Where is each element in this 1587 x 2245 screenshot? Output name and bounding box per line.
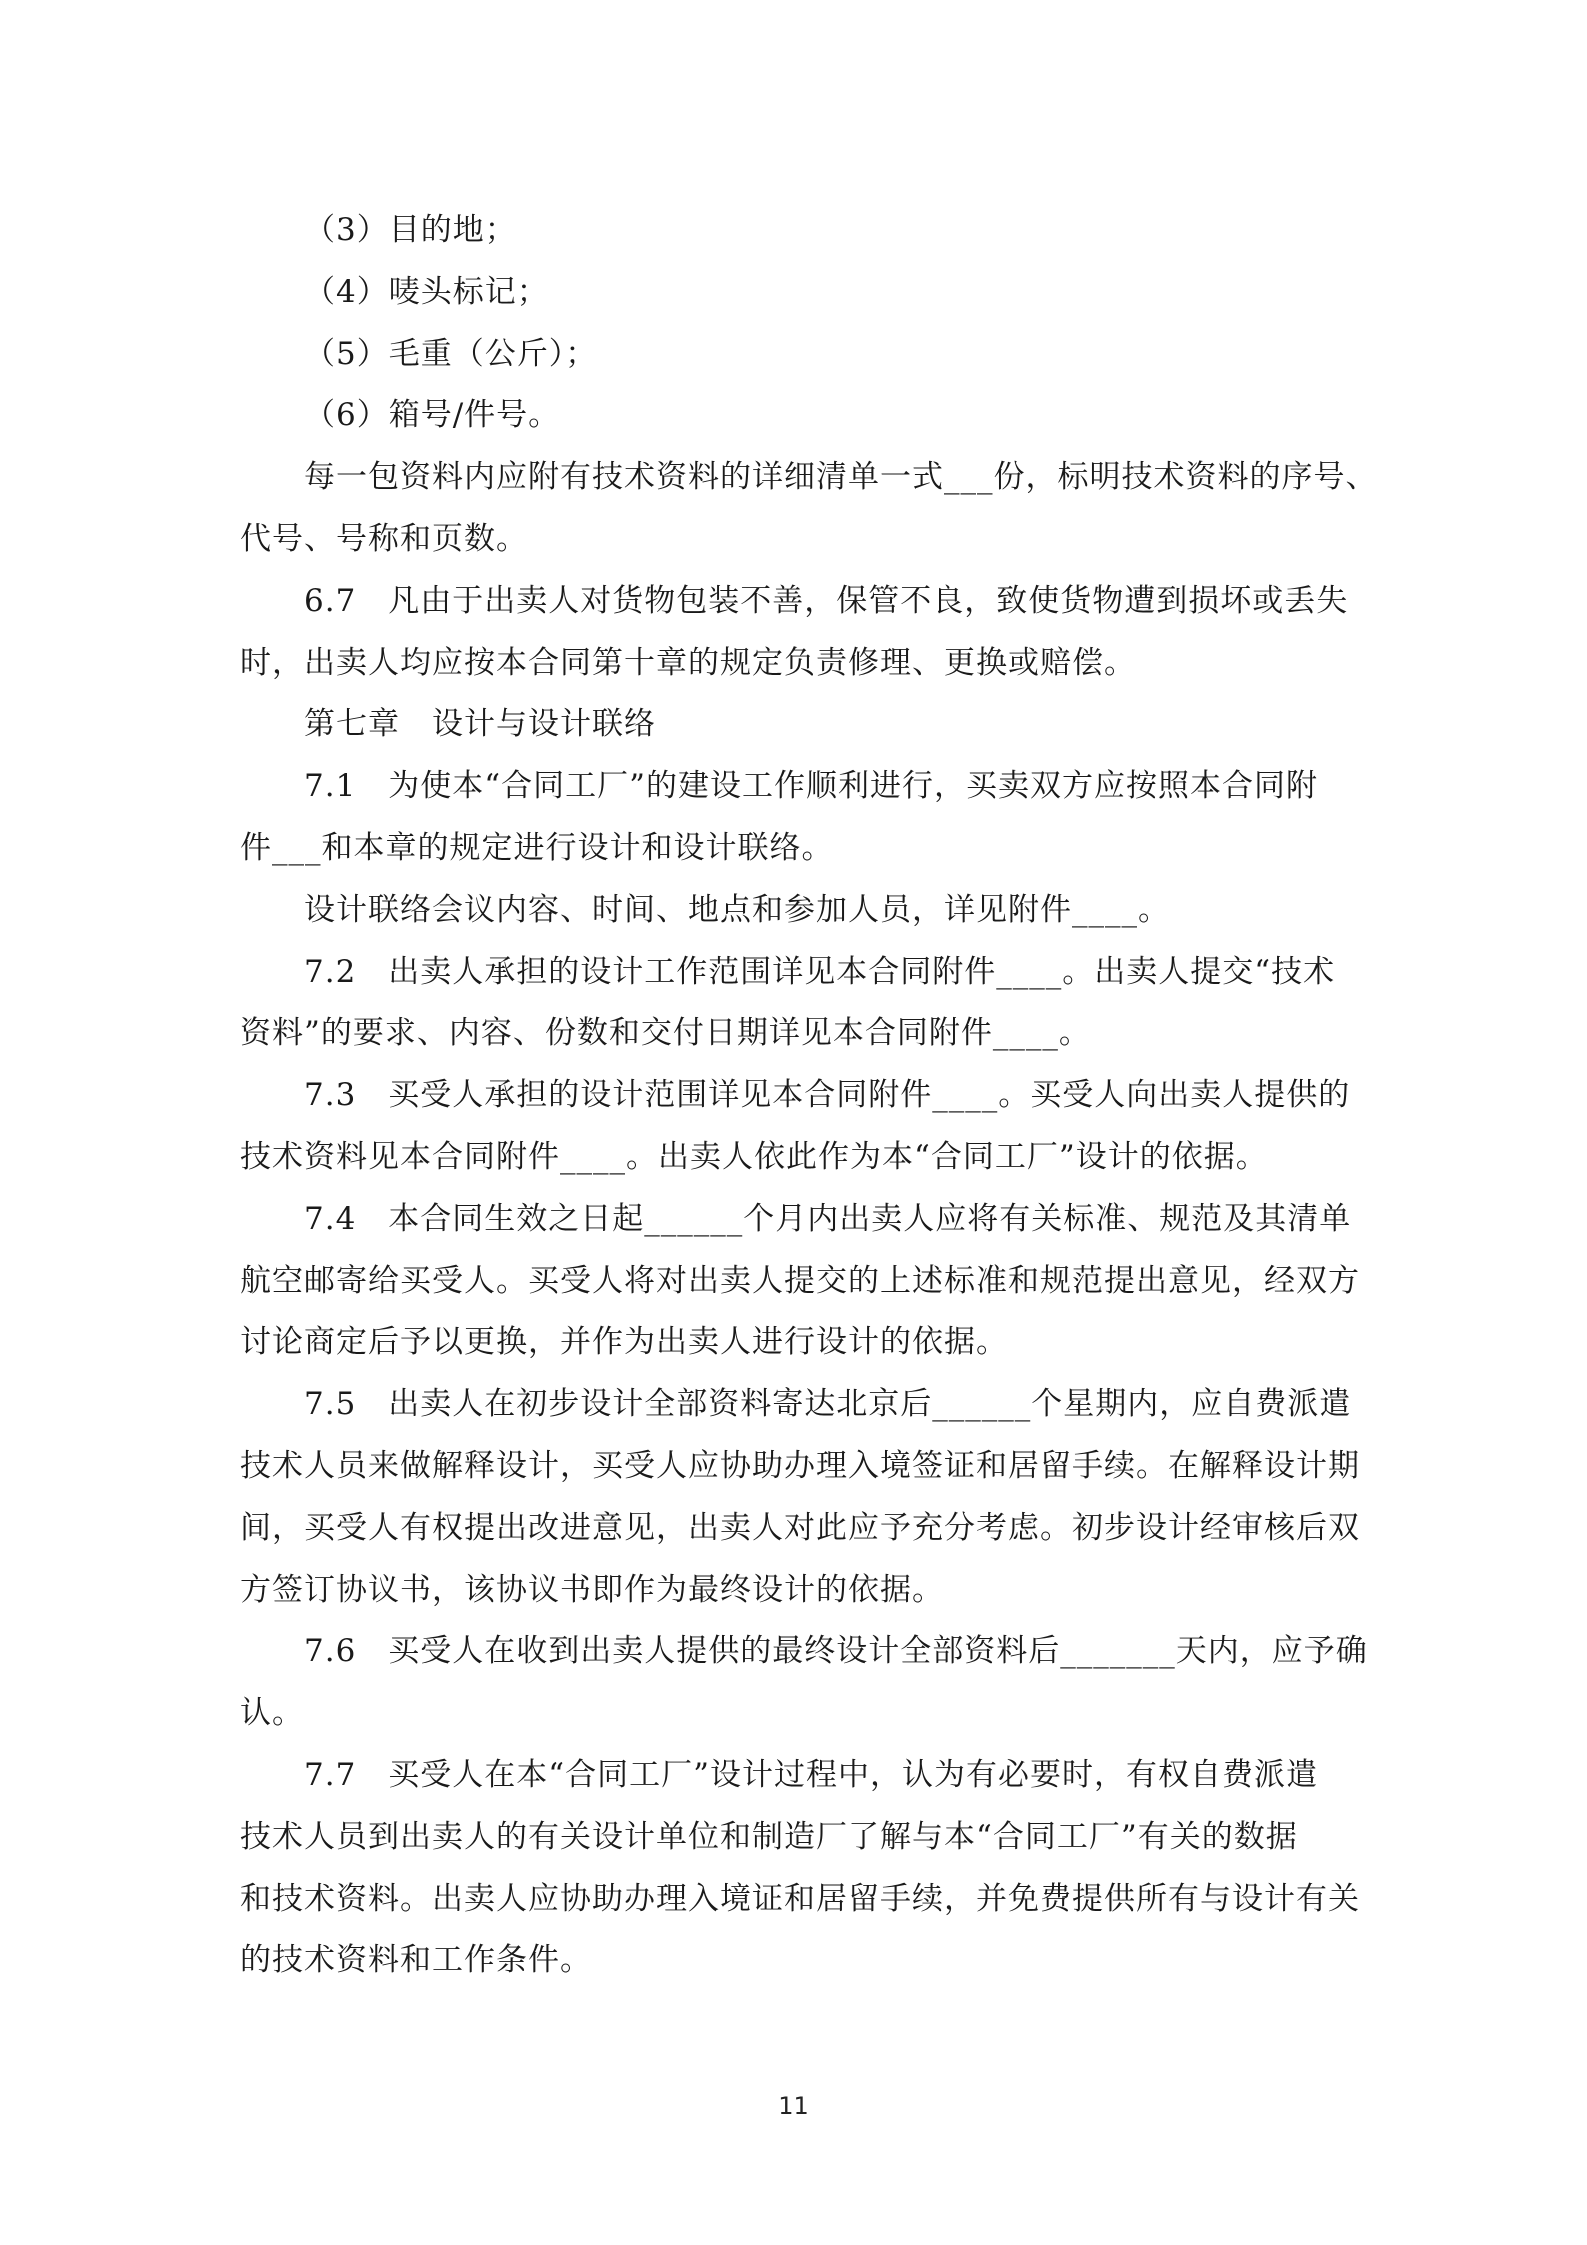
text-line: 7.4 本合同生效之日起______个月内出卖人应将有关标准、规范及其清单 — [304, 1200, 1352, 1237]
text-line: 7.2 出卖人承担的设计工作范围详见本合同附件____。出卖人提交“技术 — [304, 953, 1336, 990]
text-line: 讨论商定后予以更换，并作为出卖人进行设计的依据。 — [240, 1324, 1008, 1361]
text-line: 方签订协议书，该协议书即作为最终设计的依据。 — [240, 1571, 944, 1608]
text-line: 6.7 凡由于出卖人对货物包装不善，保管不良，致使货物遭到损坏或丢失 — [304, 582, 1349, 619]
text-line: 7.6 买受人在收到出卖人提供的最终设计全部资料后_______天内，应予确 — [304, 1633, 1368, 1670]
text-line: 技术人员到出卖人的有关设计单位和制造厂了解与本“合同工厂”有关的数据 — [240, 1818, 1298, 1855]
text-line: 和技术资料。出卖人应协助办理入境证和居留手续，并免费提供所有与设计有关 — [240, 1880, 1360, 1917]
document-body — [240, 200, 1378, 1992]
text-line: 7.7 买受人在本“合同工厂”设计过程中，认为有必要时，有权自费派遣 — [304, 1756, 1318, 1793]
text-line: 时，出卖人均应按本合同第十章的规定负责修理、更换或赔偿。 — [240, 644, 1136, 681]
text-line: 7.3 买受人承担的设计范围详见本合同附件____。买受人向出卖人提供的 — [304, 1077, 1351, 1114]
text-line: 设计联络会议内容、时间、地点和参加人员，详见附件____。 — [304, 891, 1170, 928]
text-line: 资料”的要求、内容、份数和交付日期详见本合同附件____。 — [240, 1015, 1091, 1052]
text-line: （6）箱号/件号。 — [304, 397, 561, 434]
text-line: 航空邮寄给买受人。买受人将对出卖人提交的上述标准和规范提出意见，经双方 — [240, 1262, 1360, 1299]
text-line: 技术资料见本合同附件____。出卖人依此作为本“合同工厂”设计的依据。 — [240, 1138, 1268, 1175]
page-number: 11 — [778, 2092, 809, 2120]
text-line: 认。 — [240, 1695, 304, 1732]
text-line: 第七章 设计与设计联络 — [304, 706, 656, 743]
text-line: 代号、号称和页数。 — [240, 520, 528, 557]
text-line: 的技术资料和工作条件。 — [240, 1942, 592, 1979]
text-line: 技术人员来做解释设计，买受人应协助办理入境签证和居留手续。在解释设计期 — [240, 1447, 1360, 1484]
text-line: 间，买受人有权提出改进意见，出卖人对此应予充分考虑。初步设计经审核后双 — [240, 1509, 1360, 1546]
text-line: 7.1 为使本“合同工厂”的建设工作顺利进行，买卖双方应按照本合同附 — [304, 768, 1318, 805]
text-line: 件___和本章的规定进行设计和设计联络。 — [240, 829, 834, 866]
text-line: （5）毛重（公斤）； — [304, 335, 598, 372]
text-line: 7.5 出卖人在初步设计全部资料寄达北京后______个星期内，应自费派遣 — [304, 1386, 1352, 1423]
text-line: 每一包资料内应附有技术资料的详细清单一式___份，标明技术资料的序号、 — [304, 459, 1378, 496]
text-line: （3）目的地； — [304, 212, 517, 248]
text-line: （4）唛头标记； — [304, 273, 549, 310]
